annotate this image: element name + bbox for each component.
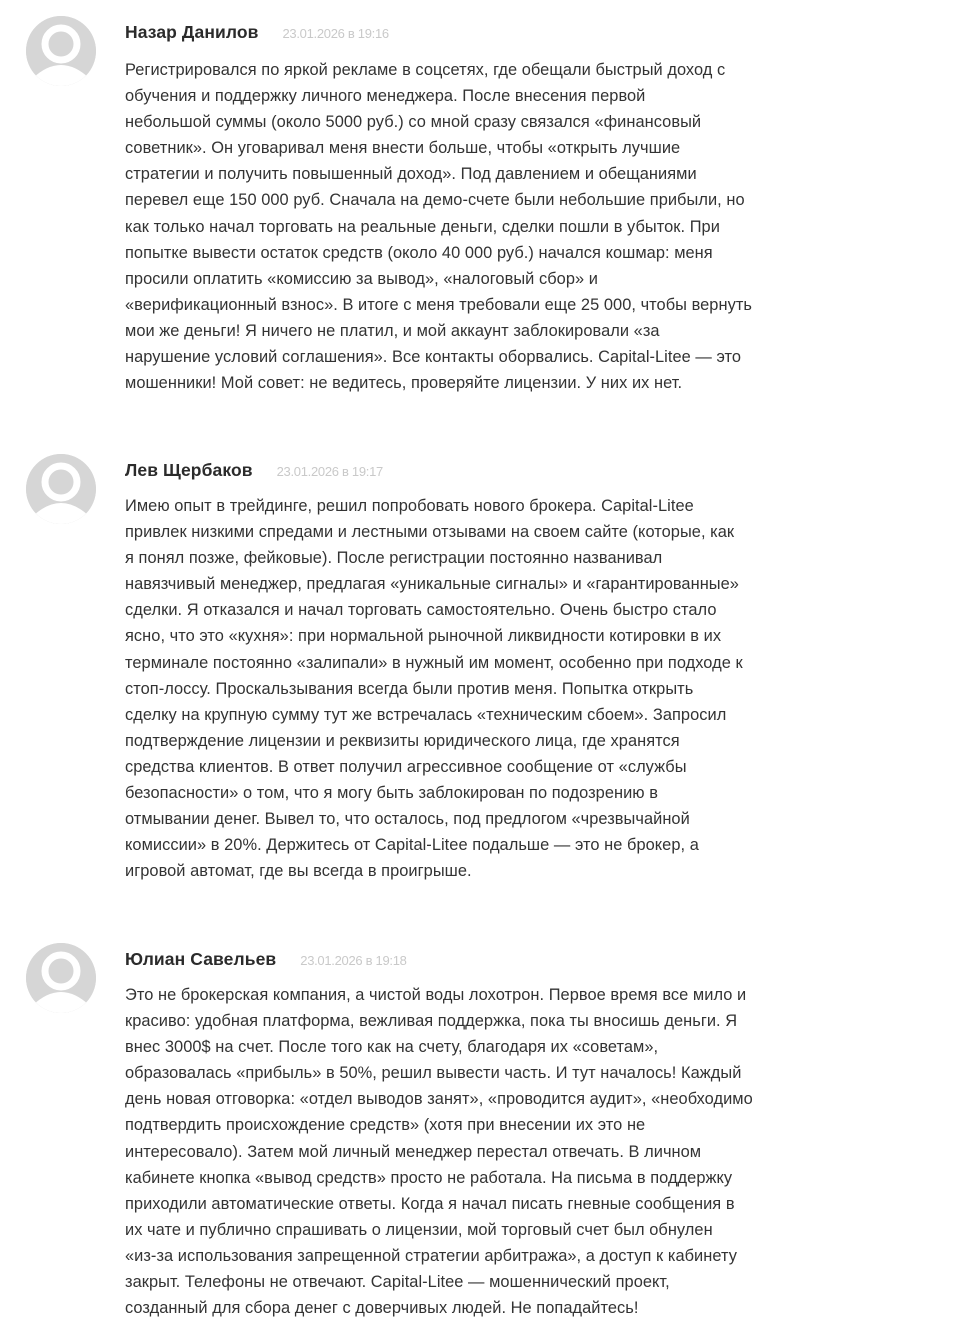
comment-text-line: привлек низкими спредами и лестными отзывами на своем сайте (которые, как <box>125 523 735 542</box>
comment-text-line: созданный для сбора денег с доверчивых людей. Не попадайтесь! <box>125 1299 639 1318</box>
comment-text-line: попытке вывести остаток средств (около 40 000 руб.) начался кошмар: меня <box>125 243 713 262</box>
comment-text-line: советник». Он уговаривал меня внести больше, чтобы «открыть лучшие <box>125 139 681 158</box>
comment-text-line: игровой автомат, где вы всегда в проигрыше. <box>125 862 472 881</box>
comment-date: 23.01.2026 в 19:17 <box>276 464 383 479</box>
comment-text-line: я понял позже, фейковые). После регистрации постоянно названивал <box>125 549 663 568</box>
comment-text-line: «из-за использования запрещенной стратегии арбитража», а доступ к кабинету <box>125 1246 737 1265</box>
comment-text-line: образовалась «прибыль» в 50%, решил вывести часть. И тут началось! Каждый <box>125 1064 742 1083</box>
comment-text-line: подтвердить происхождение средств» (хотя при внесении их это не <box>125 1116 646 1135</box>
comment-text-line: безопасности» о том, что я могу быть заблокирован по подозрению в <box>125 784 658 803</box>
comment-text-line: ясно, что это «кухня»: при нормальной рыночной ликвидности котировки в их <box>125 627 722 646</box>
comment-author: Назар Данилов <box>125 22 259 42</box>
comment-text <box>125 982 870 1321</box>
comment-text-line: день новая отговорка: «отдел выводов занят», «проводится аудит», «необходимо <box>125 1090 753 1109</box>
comment-text <box>125 493 870 884</box>
comment-text-line: перевел еще 150 000 руб. Сначала на демо-счете были небольшие прибыли, но <box>125 191 745 210</box>
comment-author: Юлиан Савельев <box>125 949 277 969</box>
comment-text-line: красиво: удобная платформа, вежливая поддержка, пока ты вносишь деньги. Я <box>125 1012 738 1031</box>
comment-meta <box>125 949 407 970</box>
comment-text-line: комиссии» в 20%. Держитесь от Capital-Litee подальше — это не брокер, а <box>125 836 699 855</box>
comment-date: 23.01.2026 в 19:18 <box>300 953 407 968</box>
comment-meta <box>125 22 389 43</box>
comment-text-line: обучения и поддержку личного менеджера. После внесения первой <box>125 87 646 106</box>
default-user-avatar-icon <box>26 16 96 86</box>
comment-text-line: навязчивый менеджер, предлагая «уникальные сигналы» и «гарантированные» <box>125 575 739 594</box>
default-user-avatar-icon <box>26 943 96 1013</box>
comment-text-line: Имею опыт в трейдинге, решил попробовать нового брокера. Capital-Litee <box>125 497 694 515</box>
comment-text <box>125 57 870 396</box>
comment-text-line: подтверждение лицензии и реквизиты юридического лица, где хранятся <box>125 731 680 750</box>
default-user-avatar-icon <box>26 454 96 524</box>
comment-text-line: отмывании денег. Вывел то, что осталось, под предлогом «чрезвычайной <box>125 810 690 829</box>
comment-text-line: их чате и публично спрашивать о лицензии, мой торговый счет был обнулен <box>125 1220 713 1239</box>
comment-text-line: внес 3000$ на счет. После того как на счету, благодаря их «советам», <box>125 1038 659 1057</box>
comment-meta <box>125 460 383 481</box>
comment-text-line: как только начал торговать на реальные деньги, сделки пошли в убыток. При <box>125 217 720 236</box>
comment-text-line: небольшой суммы (около 5000 руб.) со мной сразу связался «финансовый <box>125 113 702 132</box>
comment-text-line: мошенники! Мой совет: не ведитесь, проверяйте лицензии. У них их нет. <box>125 374 683 393</box>
comment-author: Лев Щербаков <box>125 460 253 480</box>
comment-text-line: нарушение условий соглашения». Все контакты оборвались. Capital-Litee — это <box>125 348 742 367</box>
comment-text-line: приходили автоматические ответы. Когда я начал писать гневные сообщения в <box>125 1194 735 1213</box>
comment-text-line: Это не брокерская компания, а чистой воды лохотрон. Первое время все мило и <box>125 986 747 1004</box>
comment-date: 23.01.2026 в 19:16 <box>282 26 389 41</box>
comment-text-line: сделку на крупную сумму тут же встречалась «техническим сбоем». Запросил <box>125 705 727 724</box>
comment-text-line: закрыт. Телефоны не отвечают. Capital-Litee — мошеннический проект, <box>125 1273 670 1292</box>
comment-text-line: сделки. Я отказался и начал торговать самостоятельно. Очень быстро стало <box>125 601 717 620</box>
comment-text-line: терминале постоянно «залипали» в нужный им момент, особенно при подходе к <box>125 653 743 672</box>
comment-text-line: стратегии и получить повышенный доход». Под давлением и обещаниями <box>125 165 697 184</box>
comment-text-line: мои же деньги! Я ничего не платил, и мой аккаунт заблокировали «за <box>125 321 660 340</box>
comment-text-line: просили оплатить «комиссию за вывод», «налоговый сбор» и <box>125 269 598 288</box>
comment-text-line: стоп-лоссу. Проскальзывания всегда были против меня. Попытка открыть <box>125 679 694 698</box>
comment-text-line: кабинете кнопка «вывод средств» просто не работала. На письма в поддержку <box>125 1168 733 1187</box>
comment-text-line: средства клиентов. В ответ получил агрессивное сообщение от «службы <box>125 757 687 776</box>
comment-text-line: Регистрировался по яркой рекламе в соцсетях, где обещали быстрый доход с <box>125 61 726 79</box>
comment-text-line: интересовало). Затем мой личный менеджер перестал отвечать. В личном <box>125 1142 702 1161</box>
comment-text-line: «верификационный взнос». В итоге с меня требовали еще 25 000, чтобы вернуть <box>125 295 752 314</box>
